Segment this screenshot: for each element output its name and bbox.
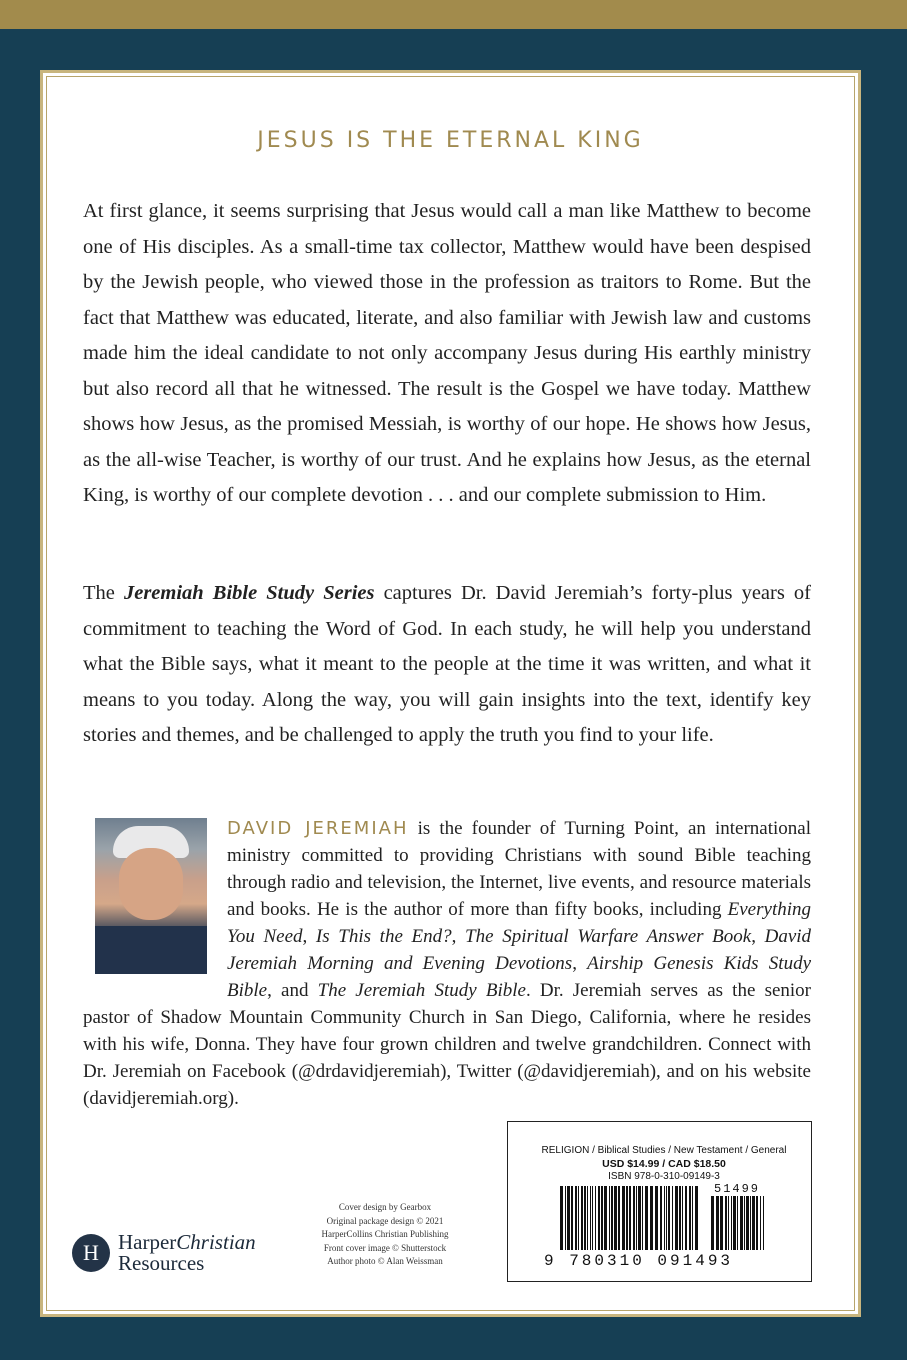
- barcode-bar: [604, 1186, 607, 1250]
- barcode-bar: [668, 1186, 670, 1250]
- barcode-bar: [660, 1186, 662, 1250]
- bio-text-1: is the founder of Turning Point, an international ministry committed to providing Christians with sound Bible teaching through radio and television, the Internet, live events, and resource materials and books. He is the author of more than fifty books, including: [227, 818, 811, 920]
- book-title-5: Airship Genesis Kids Study Bible: [227, 953, 812, 1001]
- barcode-bar: [737, 1196, 738, 1250]
- bio-separator: ,: [572, 953, 588, 974]
- barcode-bar: [645, 1186, 648, 1250]
- barcode-bar: [590, 1186, 591, 1250]
- barcode-bar: [711, 1196, 714, 1250]
- ean-digits: 9 780310 091493: [544, 1252, 734, 1270]
- barcode-bar: [752, 1196, 755, 1250]
- barcode-bar: [689, 1186, 691, 1250]
- bio-text-2: . Dr. Jeremiah serves as the senior pastor of Shadow Mountain Community Church in San Diego, California, where he resides with his wife, Donna. They have four grown children and twelve grandchildren. Connect with Dr. Jeremiah on Facebook (@drdavidjeremiah), Twitter (@davidjeremiah), and on his website (davidjeremiah.org).: [83, 980, 811, 1109]
- barcode-bar: [581, 1186, 583, 1250]
- barcode-bar: [750, 1196, 751, 1250]
- price-line: USD $14.99 / CAD $18.50: [602, 1158, 726, 1170]
- publisher-name-italic: Christian: [176, 1230, 256, 1254]
- barcode-bar: [629, 1186, 631, 1250]
- barcode-bar: [595, 1186, 596, 1250]
- author-photo-shirt: [95, 926, 207, 974]
- barcode-bar: [609, 1186, 610, 1250]
- ean-barcode: [560, 1186, 699, 1250]
- barcode-bar: [622, 1186, 625, 1250]
- barcode-bar: [614, 1186, 617, 1250]
- cover-credits: [300, 1201, 470, 1269]
- barcode-bar: [560, 1186, 563, 1250]
- top-gold-band: [0, 0, 907, 29]
- barcode-bar: [744, 1196, 745, 1250]
- credit-line: Cover design by Gearbox: [338, 1202, 432, 1212]
- addon-code: 51499: [714, 1182, 761, 1196]
- publisher-name-line2: Resources: [118, 1251, 205, 1275]
- barcode-bar: [672, 1186, 673, 1250]
- barcode-bar: [763, 1196, 764, 1250]
- barcode-bar: [733, 1196, 736, 1250]
- barcode-bar: [633, 1186, 635, 1250]
- barcode-bar: [565, 1186, 566, 1250]
- bio-separator: ,: [751, 926, 765, 947]
- barcode-bar: [650, 1186, 653, 1250]
- barcode-bar: [638, 1186, 641, 1250]
- barcode-bar: [618, 1186, 620, 1250]
- barcode-bar: [592, 1186, 593, 1250]
- book-title-4: David Jeremiah Morning and Evening Devotions: [227, 926, 812, 974]
- barcode-bar: [760, 1196, 761, 1250]
- bio-separator: ,: [302, 926, 316, 947]
- barcode-bar: [601, 1186, 603, 1250]
- series-title: Jeremiah Bible Study Series: [123, 582, 375, 604]
- author-bio: [83, 815, 811, 1112]
- barcode-bar: [571, 1186, 573, 1250]
- barcode-bar: [626, 1186, 628, 1250]
- description-paragraph: At first glance, it seems surprising that Jesus would call a man like Matthew to become one of His disciples. As a small-time tax collector, Matthew would have been despised by the Jewish people, who viewed those in the profession as traitors to Rome. But the fact that Matthew was educated, literate, and also familiar with Jewish law and customs made him the ideal candidate to not only accompany Jesus during His earthly ministry but also record all that he witnessed. The result is the Gospel we have today. Matthew shows how Jesus, as the promised Messiah, is worthy of our hope. He shows how Jesus, as the all-wise Teacher, is worthy of our trust. And he explains how Jesus, as the eternal King, is worthy of our complete devotion . . . and our complete submission to Him.: [83, 200, 811, 506]
- barcode-bar: [679, 1186, 681, 1250]
- credit-line: HarperCollins Christian Publishing: [321, 1229, 449, 1239]
- bio-separator: ,: [451, 926, 466, 947]
- barcode-bar: [692, 1186, 693, 1250]
- credit-line: Author photo © Alan Weissman: [327, 1256, 443, 1266]
- barcode-bar: [598, 1186, 600, 1250]
- book-title-3: The Spiritual Warfare Answer Book: [465, 926, 752, 947]
- barcode-bar: [731, 1196, 732, 1250]
- author-name: DAVID JEREMIAH: [227, 818, 409, 839]
- barcode-bar: [740, 1196, 743, 1250]
- bisac-category: RELIGION / Biblical Studies / New Testament / General: [541, 1145, 787, 1156]
- publisher-mark-icon: H: [72, 1234, 110, 1272]
- barcode-bar: [756, 1196, 758, 1250]
- barcode-bar: [728, 1196, 729, 1250]
- barcode-bar: [611, 1186, 613, 1250]
- barcode-bar: [720, 1196, 723, 1250]
- author-photo: [95, 818, 207, 974]
- credit-line: Original package design © 2021: [326, 1215, 444, 1226]
- barcode-bar: [666, 1186, 667, 1250]
- barcode-bar: [642, 1186, 643, 1250]
- barcode-bar: [716, 1196, 719, 1250]
- barcode-bar: [578, 1186, 579, 1250]
- back-cover-heading: JESUS IS THE ETERNAL KING: [257, 128, 644, 153]
- series-lead: The: [83, 582, 124, 604]
- barcode-box: [507, 1121, 812, 1282]
- barcode-bar: [655, 1186, 658, 1250]
- barcode-bar: [725, 1196, 727, 1250]
- isbn-line: ISBN 978-0-310-09149-3: [608, 1171, 720, 1182]
- barcode-bar: [695, 1186, 698, 1250]
- credit-line: Front cover image © Shutterstock: [323, 1242, 447, 1253]
- barcode-bar: [746, 1196, 749, 1250]
- barcode-bar: [675, 1186, 678, 1250]
- series-body: captures Dr. David Jeremiah’s forty-plus years of commitment to teaching the Word of God. In each study, he will help you understand what the Bible says, what it meant to the people at the time it was written, and what it means to you today. Along the way, you will gain insights into the text, identify key stories and themes, and be challenged to apply the truth you find to your life.: [83, 582, 811, 746]
- addon-barcode: [711, 1196, 764, 1250]
- publisher-name-plain: Harper: [118, 1230, 177, 1254]
- author-photo-face: [119, 848, 183, 920]
- barcode-bar: [664, 1186, 665, 1250]
- barcode-bar: [575, 1186, 577, 1250]
- book-title-2: Is This the End?: [315, 926, 452, 947]
- barcode-bar: [685, 1186, 687, 1250]
- bio-separator: , and: [267, 980, 318, 1001]
- publisher-name: [118, 1232, 256, 1274]
- barcode-bar: [636, 1186, 637, 1250]
- book-title-6: The Jeremiah Study Bible: [317, 980, 526, 1001]
- publisher-logo: [72, 1232, 292, 1276]
- book-title-1: Everything You Need: [227, 899, 811, 947]
- barcode-bar: [567, 1186, 570, 1250]
- barcode-bar: [587, 1186, 588, 1250]
- barcode-bar: [682, 1186, 683, 1250]
- barcode-bar: [584, 1186, 586, 1250]
- series-paragraph: [83, 576, 811, 754]
